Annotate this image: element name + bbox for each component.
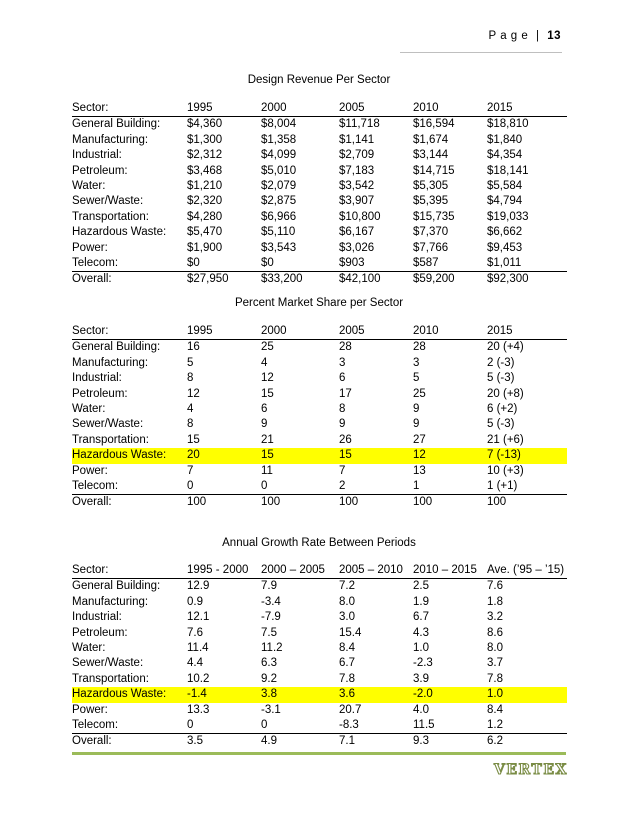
value-cell: 7.9: [261, 580, 277, 593]
sector-cell: Industrial:: [72, 372, 122, 385]
market-share-table: [72, 324, 567, 511]
value-cell: 20: [187, 448, 261, 463]
table-row: [72, 148, 567, 163]
sector-cell: Petroleum:: [72, 164, 128, 177]
value-cell: 25: [413, 387, 426, 400]
value-cell: 3.9: [413, 672, 429, 685]
table-row: [72, 703, 567, 718]
value-cell: 8: [339, 403, 346, 416]
value-cell: 6.2: [487, 734, 567, 750]
table-row: [72, 479, 567, 495]
value-cell: $7,183: [339, 164, 375, 177]
value-cell: $2,320: [187, 195, 223, 208]
page-header: [489, 30, 561, 42]
table-row: [72, 718, 567, 734]
value-cell: 11: [261, 464, 273, 477]
value-cell: 9.2: [261, 672, 277, 685]
value-cell: $9,453: [487, 241, 523, 254]
value-cell: $15,735: [413, 210, 455, 223]
table-header-row: [72, 563, 567, 579]
footer-rule: [72, 752, 566, 755]
value-cell: $8,004: [261, 118, 297, 131]
sector-cell: Hazardous Waste:: [72, 687, 187, 702]
value-cell: 7 (-13): [487, 448, 567, 463]
value-cell: $1,011: [487, 257, 522, 270]
table-header-row: [72, 101, 567, 117]
value-cell: 4.0: [413, 703, 429, 716]
value-cell: $0: [187, 257, 200, 270]
value-cell: 15: [261, 448, 339, 463]
value-cell: $11,718: [339, 118, 380, 131]
value-cell: 8.4: [339, 642, 355, 655]
sector-cell: Hazardous Waste:: [72, 448, 187, 463]
value-cell: -2.3: [413, 657, 433, 670]
sector-cell: Petroleum:: [72, 626, 128, 639]
value-cell: $2,875: [261, 195, 297, 208]
sector-cell: Sewer/Waste:: [72, 657, 144, 670]
table-row: [72, 610, 567, 625]
value-cell: 3.7: [487, 657, 503, 670]
value-cell: 100: [339, 495, 413, 511]
sector-cell: Telecom:: [72, 719, 119, 732]
sector-cell: Sector:: [72, 101, 187, 117]
value-cell: 6: [339, 372, 346, 385]
table-header-row: [72, 324, 567, 340]
value-cell: 28: [413, 341, 426, 354]
value-cell: 10.2: [187, 672, 210, 685]
table-row: [72, 225, 567, 240]
value-cell: -8.3: [339, 719, 359, 732]
value-cell: -7.9: [261, 611, 281, 624]
table-row: [72, 256, 567, 272]
value-cell: $19,033: [487, 210, 529, 223]
table-row: [72, 179, 567, 194]
value-cell: 9: [339, 418, 346, 431]
table-row: [72, 672, 567, 687]
value-cell: $7,766: [413, 241, 449, 254]
value-cell: 9: [413, 403, 420, 416]
value-cell: 15: [339, 448, 413, 463]
value-cell: 17: [339, 387, 352, 400]
sector-cell: Overall:: [72, 734, 187, 750]
header-rule: [400, 52, 562, 53]
table-total-row: [72, 495, 567, 511]
sector-cell: General Building:: [72, 580, 161, 593]
value-cell: $6,662: [487, 226, 523, 239]
sector-cell: Manufacturing:: [72, 133, 149, 146]
value-cell: $18,141: [487, 164, 529, 177]
value-cell: 7.5: [261, 626, 277, 639]
sector-cell: Industrial:: [72, 149, 122, 162]
sector-cell: General Building:: [72, 341, 161, 354]
value-cell: 9: [261, 418, 268, 431]
value-cell: $5,305: [413, 180, 449, 193]
value-cell: 21: [261, 433, 274, 446]
revenue-table-title: Design Revenue Per Sector: [247, 74, 391, 86]
table-row: [72, 656, 567, 671]
value-cell: 4: [187, 403, 194, 416]
value-cell: $1,358: [261, 133, 297, 146]
value-cell: -3.1: [261, 703, 281, 716]
value-cell: 6.3: [261, 657, 277, 670]
value-cell: 15.4: [339, 626, 362, 639]
value-cell: 7.1: [339, 734, 413, 750]
table-row: [72, 210, 567, 225]
value-cell: 7: [339, 464, 346, 477]
value-cell: $7,370: [413, 226, 449, 239]
value-cell: 12.9: [187, 580, 210, 593]
value-cell: 3: [413, 356, 420, 369]
sector-cell: Telecom:: [72, 480, 119, 493]
value-cell: $3,542: [339, 180, 375, 193]
value-cell: $3,144: [413, 149, 449, 162]
value-cell: 1 (+1): [487, 480, 518, 493]
value-cell: 0: [261, 480, 268, 493]
revenue-table: [72, 101, 567, 288]
value-cell: 1.9: [413, 595, 429, 608]
value-cell: 8.6: [487, 626, 503, 639]
sector-cell: Petroleum:: [72, 387, 128, 400]
value-cell: $2,079: [261, 180, 297, 193]
table-row: [72, 626, 567, 641]
value-cell: $4,794: [487, 195, 523, 208]
value-cell: 2015: [487, 101, 567, 117]
value-cell: 15: [261, 387, 274, 400]
value-cell: 15: [187, 433, 200, 446]
table-row: [72, 241, 567, 256]
value-cell: 2010: [413, 324, 487, 340]
growth-rate-table-title: Annual Growth Rate Between Periods: [222, 537, 416, 549]
sector-cell: Sewer/Waste:: [72, 195, 144, 208]
sector-cell: Sewer/Waste:: [72, 418, 144, 431]
value-cell: $5,395: [413, 195, 449, 208]
value-cell: $1,141: [339, 133, 375, 146]
table-total-row: [72, 272, 567, 288]
value-cell: $92,300: [487, 272, 567, 288]
value-cell: $27,950: [187, 272, 261, 288]
value-cell: $587: [413, 257, 439, 270]
sector-cell: Manufacturing:: [72, 356, 149, 369]
value-cell: 2000 – 2005: [261, 563, 339, 579]
sector-cell: Industrial:: [72, 611, 122, 624]
value-cell: 9.3: [413, 734, 487, 750]
value-cell: 100: [487, 495, 567, 511]
value-cell: 27: [413, 433, 426, 446]
value-cell: $5,010: [261, 164, 297, 177]
value-cell: 7.2: [339, 580, 355, 593]
value-cell: $4,354: [487, 149, 523, 162]
value-cell: 25: [261, 341, 274, 354]
value-cell: 3: [339, 356, 346, 369]
table-row: [72, 433, 567, 448]
value-cell: $5,110: [261, 226, 296, 239]
value-cell: $4,099: [261, 149, 297, 162]
value-cell: $3,543: [261, 241, 297, 254]
value-cell: 1995: [187, 324, 261, 340]
value-cell: 100: [187, 495, 261, 511]
value-cell: 11.4: [187, 642, 209, 655]
value-cell: $6,167: [339, 226, 375, 239]
value-cell: 20 (+4): [487, 341, 524, 354]
sector-cell: Hazardous Waste:: [72, 226, 167, 239]
table-row: [72, 194, 567, 209]
value-cell: 28: [339, 341, 352, 354]
value-cell: 7.8: [339, 672, 355, 685]
value-cell: 20 (+8): [487, 387, 524, 400]
value-cell: 12: [413, 448, 487, 463]
value-cell: 6.7: [339, 657, 355, 670]
value-cell: 1995 - 2000: [187, 563, 261, 579]
value-cell: $4,360: [187, 118, 223, 131]
page-label: P a g e: [488, 30, 529, 42]
sector-cell: Power:: [72, 464, 108, 477]
value-cell: $6,966: [261, 210, 297, 223]
sector-cell: Transportation:: [72, 672, 149, 685]
value-cell: 1995: [187, 101, 261, 117]
table-row: [72, 402, 567, 417]
sector-cell: Manufacturing:: [72, 595, 149, 608]
table-row: [72, 133, 567, 148]
value-cell: 12.1: [187, 611, 210, 624]
value-cell: 16: [187, 341, 200, 354]
value-cell: 2005: [339, 324, 413, 340]
value-cell: 8: [187, 418, 194, 431]
value-cell: $1,210: [187, 180, 223, 193]
value-cell: 1.0: [487, 687, 567, 702]
value-cell: 0: [261, 719, 268, 732]
sector-cell: Sector:: [72, 324, 187, 340]
sector-cell: Power:: [72, 241, 108, 254]
value-cell: $33,200: [261, 272, 339, 288]
value-cell: 10 (+3): [487, 464, 524, 477]
value-cell: 8.4: [487, 703, 503, 716]
value-cell: 4.4: [187, 657, 203, 670]
value-cell: $42,100: [339, 272, 413, 288]
value-cell: 100: [413, 495, 487, 511]
table-row: [72, 595, 567, 610]
value-cell: $59,200: [413, 272, 487, 288]
sector-cell: General Building:: [72, 118, 161, 131]
sector-cell: Transportation:: [72, 433, 149, 446]
value-cell: $10,800: [339, 210, 381, 223]
sector-cell: Transportation:: [72, 210, 149, 223]
page-number: 13: [547, 30, 561, 42]
value-cell: 1.8: [487, 595, 503, 608]
table-row: [72, 340, 567, 356]
value-cell: $1,840: [487, 133, 523, 146]
value-cell: 2015: [487, 324, 567, 340]
value-cell: 11.2: [261, 642, 283, 655]
sector-cell: Water:: [72, 403, 106, 416]
sector-cell: Water:: [72, 642, 106, 655]
value-cell: 3.6: [339, 687, 413, 702]
table-row: [72, 464, 567, 479]
value-cell: 7.6: [187, 626, 203, 639]
sector-cell: Overall:: [72, 495, 187, 511]
value-cell: 0: [187, 480, 194, 493]
value-cell: 20.7: [339, 703, 362, 716]
sector-cell: Power:: [72, 703, 108, 716]
value-cell: 21 (+6): [487, 433, 524, 446]
table-row: [72, 387, 567, 402]
value-cell: 3.8: [261, 687, 339, 702]
value-cell: $3,907: [339, 195, 375, 208]
value-cell: $2,709: [339, 149, 375, 162]
sector-cell: Water:: [72, 180, 106, 193]
table-total-row: [72, 734, 567, 750]
value-cell: 7: [187, 464, 194, 477]
table-row: [72, 448, 567, 463]
page-separator: |: [536, 30, 540, 42]
value-cell: 2: [339, 480, 346, 493]
value-cell: 5 (-3): [487, 372, 515, 385]
value-cell: 8.0: [487, 642, 503, 655]
table-row: [72, 579, 567, 595]
value-cell: 3.2: [487, 611, 503, 624]
value-cell: -3.4: [261, 595, 281, 608]
value-cell: 6 (+2): [487, 403, 518, 416]
value-cell: Ave. (’95 – ’15): [487, 563, 567, 579]
value-cell: 9: [413, 418, 420, 431]
growth-rate-table: [72, 563, 567, 750]
value-cell: 0.9: [187, 595, 203, 608]
market-share-table-title: Percent Market Share per Sector: [234, 297, 404, 309]
sector-cell: Sector:: [72, 563, 187, 579]
value-cell: $1,900: [187, 241, 223, 254]
value-cell: 26: [339, 433, 352, 446]
value-cell: 12: [187, 387, 200, 400]
value-cell: $3,468: [187, 164, 223, 177]
value-cell: 1.2: [487, 719, 503, 732]
sector-cell: Telecom:: [72, 257, 119, 270]
value-cell: $903: [339, 257, 365, 270]
value-cell: 5: [187, 356, 194, 369]
value-cell: 3.0: [339, 611, 355, 624]
value-cell: $4,280: [187, 210, 223, 223]
value-cell: 2 (-3): [487, 356, 515, 369]
table-row: [72, 356, 567, 371]
value-cell: 4: [261, 356, 268, 369]
vertex-logo: VERTEX: [494, 762, 568, 778]
value-cell: 4.9: [261, 734, 339, 750]
table-row: [72, 164, 567, 179]
sector-cell: Overall:: [72, 272, 187, 288]
table-row: [72, 417, 567, 432]
value-cell: 2010 – 2015: [413, 563, 487, 579]
table-row: [72, 687, 567, 702]
value-cell: 5: [413, 372, 420, 385]
value-cell: 6: [261, 403, 268, 416]
value-cell: 2005: [339, 101, 413, 117]
table-row: [72, 641, 567, 656]
table-row: [72, 371, 567, 386]
value-cell: $1,300: [187, 133, 223, 146]
value-cell: $5,584: [487, 180, 523, 193]
value-cell: 2010: [413, 101, 487, 117]
value-cell: 2005 – 2010: [339, 563, 413, 579]
value-cell: $0: [261, 257, 274, 270]
value-cell: $3,026: [339, 241, 375, 254]
value-cell: 0: [187, 719, 194, 732]
value-cell: 12: [261, 372, 274, 385]
value-cell: $1,674: [413, 133, 449, 146]
value-cell: 2000: [261, 324, 339, 340]
value-cell: 1.0: [413, 642, 429, 655]
value-cell: 5 (-3): [487, 418, 515, 431]
value-cell: $14,715: [413, 164, 455, 177]
value-cell: 11.5: [413, 719, 435, 732]
value-cell: 1: [413, 480, 420, 493]
value-cell: -2.0: [413, 687, 487, 702]
value-cell: 6.7: [413, 611, 429, 624]
value-cell: 2.5: [413, 580, 429, 593]
value-cell: 100: [261, 495, 339, 511]
value-cell: -1.4: [187, 687, 261, 702]
value-cell: 3.5: [187, 734, 261, 750]
value-cell: 4.3: [413, 626, 429, 639]
value-cell: $18,810: [487, 118, 529, 131]
value-cell: 8.0: [339, 595, 355, 608]
value-cell: $16,594: [413, 118, 455, 131]
value-cell: 2000: [261, 101, 339, 117]
value-cell: 7.6: [487, 580, 503, 593]
value-cell: 13: [413, 464, 426, 477]
value-cell: $5,470: [187, 226, 223, 239]
table-row: [72, 117, 567, 133]
value-cell: $2,312: [187, 149, 223, 162]
value-cell: 7.8: [487, 672, 503, 685]
value-cell: 8: [187, 372, 194, 385]
value-cell: 13.3: [187, 703, 210, 716]
